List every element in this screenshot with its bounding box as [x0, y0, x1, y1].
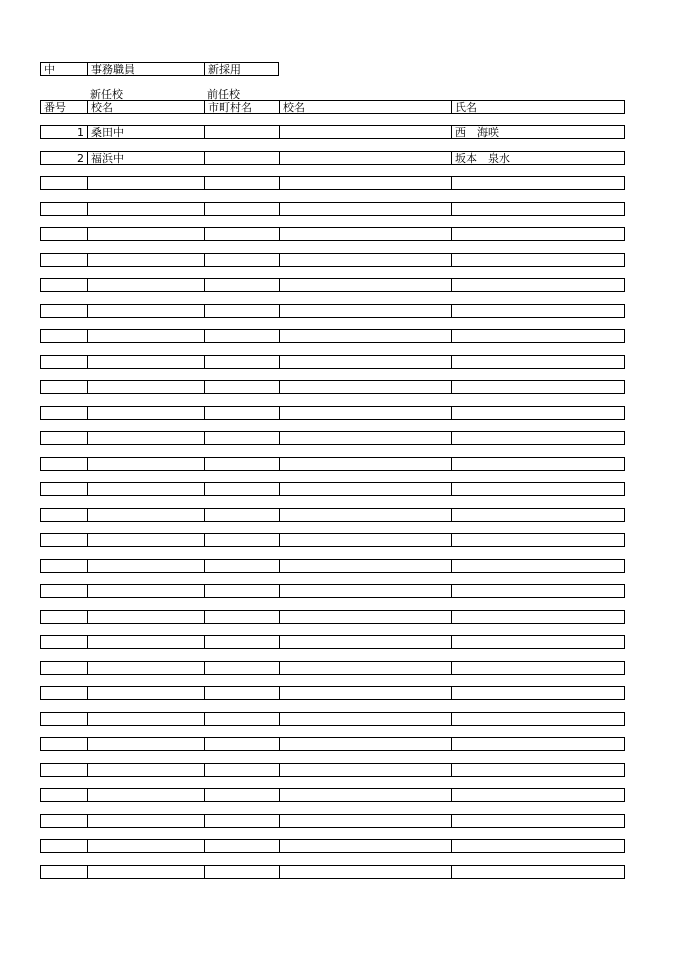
- cell-prev-school-name: [279, 482, 452, 496]
- cell-new-school-name: [87, 559, 205, 573]
- cell-prev-school-name: [279, 406, 452, 420]
- cell-new-school-name: [87, 737, 205, 751]
- header-prev-school-name: 校名: [279, 100, 452, 114]
- cell-prev-school-name: [279, 508, 452, 522]
- cell-number: [40, 508, 88, 522]
- new-school-group-label: 新任校: [90, 88, 123, 101]
- cell-prev-municipality: [204, 737, 280, 751]
- cell-prev-school-name: [279, 635, 452, 649]
- cell-prev-municipality: [204, 380, 280, 394]
- cell-prev-school-name: [279, 457, 452, 471]
- cell-prev-municipality: [204, 253, 280, 267]
- cell-prev-municipality: [204, 278, 280, 292]
- category-level-text: 中: [44, 63, 55, 76]
- cell-prev-municipality: [204, 635, 280, 649]
- cell-prev-municipality: [204, 788, 280, 802]
- cell-name: [451, 610, 625, 624]
- cell-number: [40, 584, 88, 598]
- cell-new-school-name: [87, 355, 205, 369]
- cell-number: [40, 457, 88, 471]
- cell-prev-municipality: [204, 202, 280, 216]
- cell-prev-school-name: [279, 176, 452, 190]
- cell-new-school-name: [87, 431, 205, 445]
- cell-number: [40, 635, 88, 649]
- cell-new-school-name: [87, 304, 205, 318]
- cell-new-school-name: [87, 661, 205, 675]
- cell-prev-municipality: [204, 176, 280, 190]
- cell-new-school-name: [87, 253, 205, 267]
- cell-name: [451, 712, 625, 726]
- header-new-school-name: 校名: [87, 100, 205, 114]
- cell-prev-school-name: [279, 151, 452, 165]
- cell-prev-municipality: [204, 431, 280, 445]
- cell-name: [451, 559, 625, 573]
- cell-prev-school-name: [279, 839, 452, 853]
- cell-prev-municipality: [204, 329, 280, 343]
- cell-prev-municipality: [204, 584, 280, 598]
- cell-prev-municipality: [204, 482, 280, 496]
- cell-number: [40, 355, 88, 369]
- cell-prev-municipality: [204, 533, 280, 547]
- cell-name: [451, 176, 625, 190]
- cell-name: [451, 278, 625, 292]
- category-job-type-cell: [87, 62, 205, 76]
- cell-number: [40, 406, 88, 420]
- cell-new-school-name: [87, 278, 205, 292]
- cell-number: [40, 253, 88, 267]
- cell-prev-municipality: [204, 814, 280, 828]
- cell-new-school-name: [87, 202, 205, 216]
- cell-new-school-name: [87, 712, 205, 726]
- cell-new-school-name: [87, 176, 205, 190]
- cell-name: [451, 355, 625, 369]
- cell-number: [40, 865, 88, 879]
- cell-number: [40, 559, 88, 573]
- cell-prev-municipality: [204, 712, 280, 726]
- cell-name: [451, 737, 625, 751]
- category-job-type-text: 事務職員: [91, 63, 135, 76]
- cell-prev-school-name: [279, 814, 452, 828]
- cell-number: [40, 482, 88, 496]
- cell-name: [451, 661, 625, 675]
- cell-prev-municipality: [204, 508, 280, 522]
- cell-new-school-name: [87, 329, 205, 343]
- cell-prev-municipality: [204, 865, 280, 879]
- cell-number: [40, 763, 88, 777]
- cell-prev-school-name: [279, 661, 452, 675]
- cell-new-school-name: [87, 865, 205, 879]
- cell-name: [451, 839, 625, 853]
- cell-new-school-name: [87, 227, 205, 241]
- cell-new-school-name: [87, 380, 205, 394]
- cell-name: [451, 202, 625, 216]
- cell-number: 1: [40, 125, 88, 139]
- cell-prev-school-name: [279, 202, 452, 216]
- cell-name: [451, 814, 625, 828]
- header-name: 氏名: [451, 100, 625, 114]
- cell-prev-school-name: [279, 737, 452, 751]
- cell-name: [451, 253, 625, 267]
- cell-new-school-name: 福浜中: [87, 151, 205, 165]
- cell-new-school-name: [87, 763, 205, 777]
- cell-number: [40, 176, 88, 190]
- cell-prev-municipality: [204, 355, 280, 369]
- cell-name: [451, 788, 625, 802]
- header-number: 番号: [40, 100, 88, 114]
- cell-prev-school-name: [279, 125, 452, 139]
- cell-number: [40, 737, 88, 751]
- cell-prev-school-name: [279, 329, 452, 343]
- category-hire-type-cell: [204, 62, 279, 76]
- cell-name: [451, 304, 625, 318]
- cell-prev-municipality: [204, 151, 280, 165]
- cell-new-school-name: [87, 457, 205, 471]
- cell-number: [40, 686, 88, 700]
- cell-name: [451, 227, 625, 241]
- cell-prev-school-name: [279, 763, 452, 777]
- cell-new-school-name: [87, 788, 205, 802]
- cell-prev-municipality: [204, 406, 280, 420]
- cell-number: [40, 839, 88, 853]
- cell-prev-municipality: [204, 763, 280, 777]
- cell-prev-municipality: [204, 661, 280, 675]
- cell-number: [40, 610, 88, 624]
- category-level-cell: [40, 62, 88, 76]
- cell-new-school-name: [87, 686, 205, 700]
- cell-prev-school-name: [279, 278, 452, 292]
- cell-prev-school-name: [279, 712, 452, 726]
- cell-prev-school-name: [279, 559, 452, 573]
- cell-prev-municipality: [204, 839, 280, 853]
- cell-prev-school-name: [279, 533, 452, 547]
- cell-name: [451, 584, 625, 598]
- cell-name: [451, 329, 625, 343]
- cell-name: [451, 533, 625, 547]
- cell-number: [40, 661, 88, 675]
- cell-number: [40, 533, 88, 547]
- cell-name: [451, 686, 625, 700]
- cell-name: [451, 406, 625, 420]
- previous-school-group-label: 前任校: [207, 88, 240, 101]
- cell-number: [40, 814, 88, 828]
- cell-prev-municipality: [204, 559, 280, 573]
- cell-new-school-name: [87, 406, 205, 420]
- cell-number: [40, 202, 88, 216]
- cell-number: [40, 329, 88, 343]
- cell-name: [451, 508, 625, 522]
- cell-name: [451, 865, 625, 879]
- cell-new-school-name: [87, 533, 205, 547]
- cell-prev-school-name: [279, 865, 452, 879]
- cell-prev-school-name: [279, 304, 452, 318]
- category-hire-type-text: 新採用: [208, 63, 241, 76]
- cell-prev-municipality: [204, 304, 280, 318]
- cell-prev-school-name: [279, 686, 452, 700]
- cell-name: [451, 763, 625, 777]
- cell-prev-municipality: [204, 457, 280, 471]
- cell-prev-municipality: [204, 686, 280, 700]
- cell-name: 西 海咲: [451, 125, 625, 139]
- cell-new-school-name: [87, 610, 205, 624]
- cell-prev-school-name: [279, 788, 452, 802]
- cell-prev-school-name: [279, 610, 452, 624]
- cell-name: 坂本 泉水: [451, 151, 625, 165]
- cell-name: [451, 457, 625, 471]
- cell-prev-school-name: [279, 431, 452, 445]
- cell-prev-municipality: [204, 125, 280, 139]
- cell-prev-school-name: [279, 253, 452, 267]
- cell-number: [40, 278, 88, 292]
- cell-new-school-name: [87, 635, 205, 649]
- cell-number: [40, 380, 88, 394]
- cell-number: [40, 227, 88, 241]
- cell-name: [451, 635, 625, 649]
- cell-number: [40, 304, 88, 318]
- cell-new-school-name: [87, 482, 205, 496]
- cell-new-school-name: [87, 508, 205, 522]
- cell-prev-school-name: [279, 584, 452, 598]
- cell-name: [451, 380, 625, 394]
- cell-prev-school-name: [279, 227, 452, 241]
- cell-prev-municipality: [204, 610, 280, 624]
- cell-number: 2: [40, 151, 88, 165]
- cell-number: [40, 788, 88, 802]
- cell-prev-school-name: [279, 355, 452, 369]
- cell-name: [451, 431, 625, 445]
- cell-new-school-name: [87, 839, 205, 853]
- cell-name: [451, 482, 625, 496]
- cell-new-school-name: [87, 814, 205, 828]
- cell-prev-municipality: [204, 227, 280, 241]
- cell-number: [40, 431, 88, 445]
- cell-new-school-name: [87, 584, 205, 598]
- cell-prev-school-name: [279, 380, 452, 394]
- cell-new-school-name: 桑田中: [87, 125, 205, 139]
- header-prev-municipality: 市町村名: [204, 100, 280, 114]
- cell-number: [40, 712, 88, 726]
